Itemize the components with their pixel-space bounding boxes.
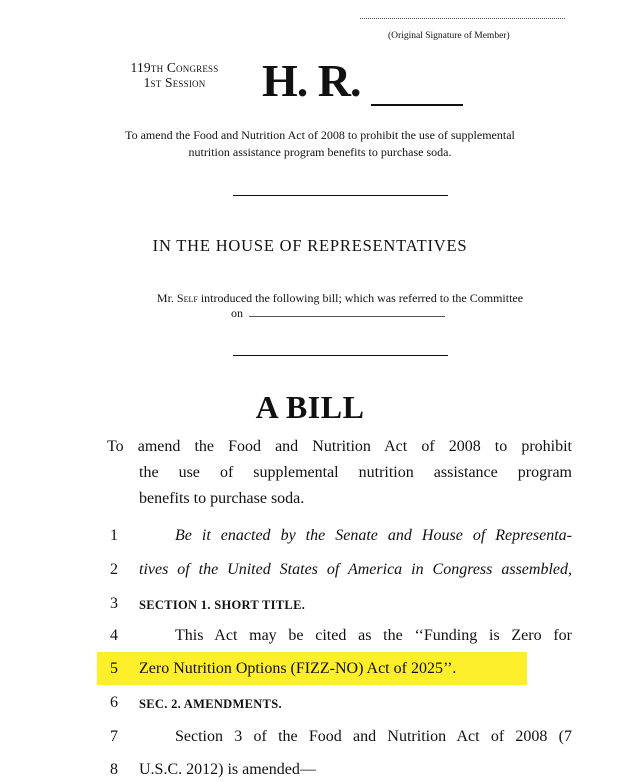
bill-line-6 <box>110 694 572 714</box>
session-label: 1st Session <box>143 75 206 90</box>
bill-label: H. R. <box>262 55 361 106</box>
chamber-heading: IN THE HOUSE OF REPRESENTATIVES <box>152 236 468 255</box>
bill-title: A BILL <box>255 389 365 425</box>
section-heading: SECTION 1. SHORT TITLE. <box>139 598 306 612</box>
long-title-line: benefits to purchase soda. <box>139 490 305 507</box>
bill-line-5 <box>110 660 572 680</box>
bill-line-8 <box>110 761 572 781</box>
long-title-line: To amend the Food and Nutrition Act of 2008 to prohibit <box>107 438 572 455</box>
bill-line-4 <box>110 627 572 647</box>
long-title <box>107 434 572 512</box>
line-text: Be it enacted by the Senate and House of Representa- <box>175 527 572 544</box>
line-number: 3 <box>110 595 118 612</box>
line-number: 5 <box>110 660 118 677</box>
committee-on-label: on <box>231 306 243 320</box>
bill-line-1 <box>110 527 572 547</box>
line-text: U.S.C. 2012) is amended— <box>139 761 316 778</box>
bill-summary: To amend the Food and Nutrition Act of 2008 to prohibit the use of supplemental nutrition assistance program benefits to purchase soda. <box>125 128 515 159</box>
introduction-statement <box>100 291 580 321</box>
section-heading: SEC. 2. AMENDMENTS. <box>139 697 282 711</box>
divider-rule <box>233 195 448 196</box>
congress-label: 119th Congress <box>130 60 219 75</box>
line-text: tives of the United States of America in Congress assembled, <box>139 561 572 578</box>
member-prefix: Mr. <box>156 291 174 305</box>
line-number: 2 <box>110 561 118 578</box>
line-text: This Act may be cited as the ‘‘Funding is Zero for <box>175 627 572 644</box>
bill-number-blank <box>371 104 463 106</box>
line-number: 8 <box>110 761 118 778</box>
line-number: 1 <box>110 527 118 544</box>
member-name: Self <box>176 291 198 305</box>
line-number: 6 <box>110 694 118 711</box>
line-number: 4 <box>110 627 118 644</box>
bill-line-3 <box>110 595 572 615</box>
line-text: Zero Nutrition Options (FIZZ-NO) Act of 2025’’. <box>139 660 457 677</box>
committee-blank <box>249 306 445 317</box>
signature-caption: (Original Signature of Member) <box>388 31 510 41</box>
introduction-text: introduced the following bill; which was referred to the Committee <box>200 291 524 305</box>
long-title-line: the use of supplemental nutrition assistance program <box>139 464 572 481</box>
line-number: 7 <box>110 728 118 745</box>
bill-line-7 <box>110 728 572 748</box>
line-text: Section 3 of the Food and Nutrition Act of 2008 (7 <box>175 728 572 745</box>
divider-rule <box>233 355 448 356</box>
congress-session-block <box>108 60 241 90</box>
bill-line-2 <box>110 561 572 581</box>
signature-line <box>360 18 565 19</box>
